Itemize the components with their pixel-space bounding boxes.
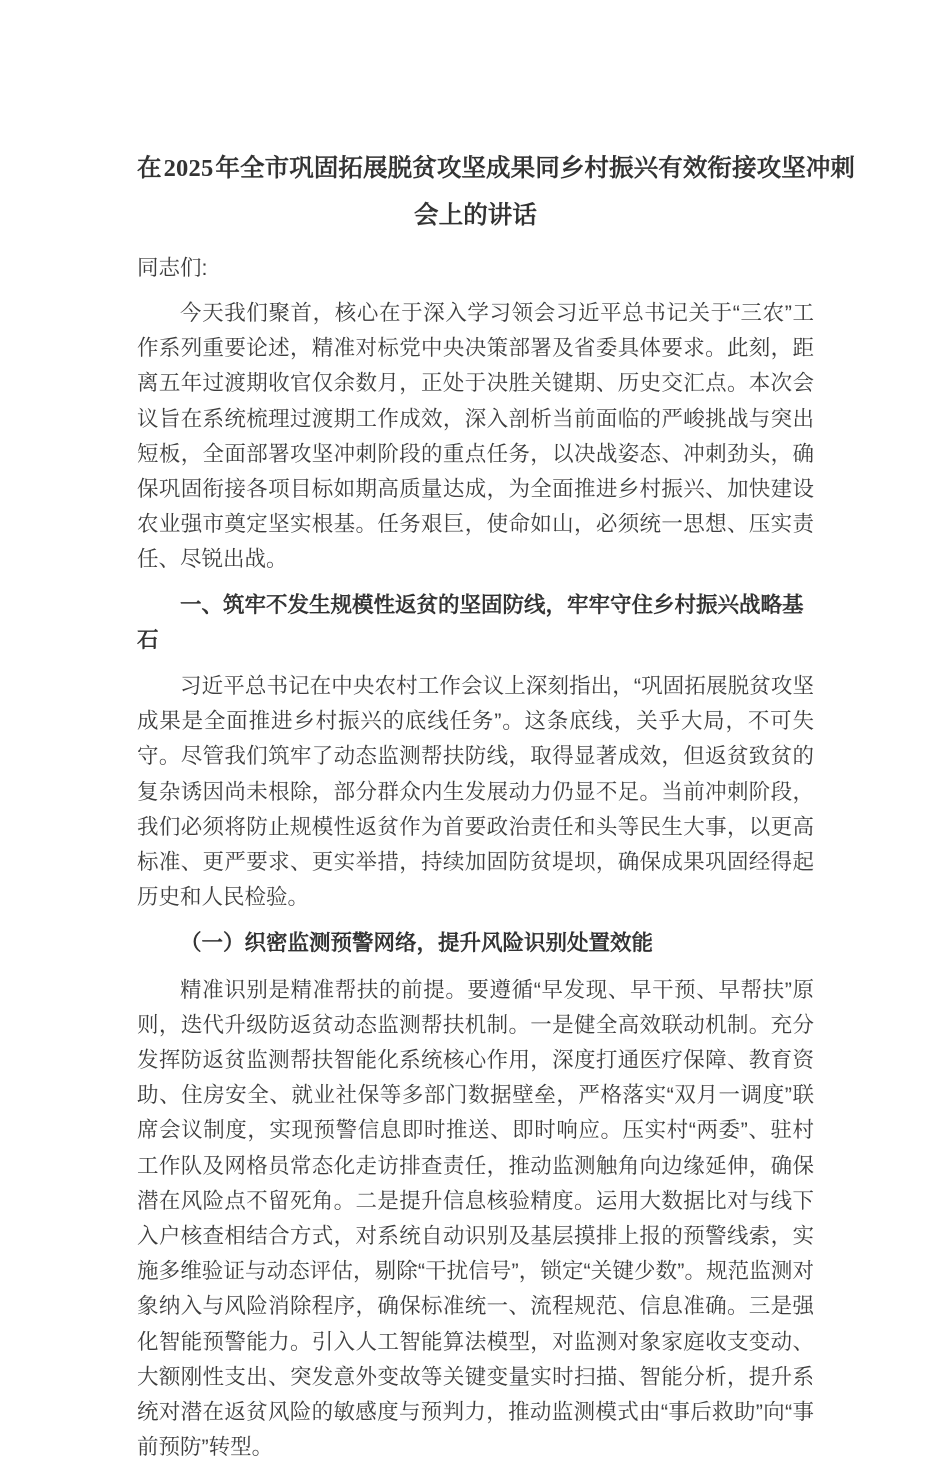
page-title-prefix: 在 <box>137 155 162 182</box>
page-title-suffix: 年全市巩固拓展脱贫攻坚成果同乡村振兴有效衔接攻坚冲刺 <box>215 155 856 182</box>
salutation-spacer <box>137 286 814 296</box>
salutation: 同志们: <box>137 256 208 280</box>
page-title-line-1 <box>137 145 856 192</box>
page-title-year: 2025 <box>163 155 214 182</box>
section-heading-1: 一、筑牢不发生规模性返贫的坚固防线，牢牢守住乡村振兴战略基石 <box>137 592 804 652</box>
page-title-line-2: 会上的讲话 <box>414 202 537 229</box>
document-content-column <box>137 0 856 1466</box>
page-title <box>137 145 856 239</box>
paragraph-intro: 今天我们聚首，核心在于深入学习领会习近平总书记关于“三农”工作系列重要论述，精准对标党中央决策部署及省委具体要求。此刻，距离五年过渡期收官仅余数月，正处于决胜关键期、历史交汇点。本次会议旨在系统梳理过渡期工作成效，深入剖析当前面临的严峻挑战与突出短板，全面部署攻坚冲刺阶段的重点任务，以决战姿态、冲刺劲头，确保巩固衔接各项目标如期高质量达成，为全面推进乡村振兴、加快建设农业强市奠定坚实根基。任务艰巨，使命如山，必须统一思想、压实责任、尽锐出战。 <box>137 301 814 572</box>
subsection-heading-1-1: （一）织密监测预警网络，提升风险识别处置效能 <box>180 931 654 956</box>
paragraph-subsection-1-1-body: 精准识别是精准帮扶的前提。要遵循“早发现、早干预、早帮扶”原则，迭代升级防返贫动态监测帮扶机制。一是健全高效联动机制。充分发挥防返贫监测帮扶智能化系统核心作用，深度打通医疗保障、教育资助、住房安全、就业社保等多部门数据壁垒，严格落实“双月一调度”联席会议制度，实现预警信息即时推送、即时响应。压实村“两委”、驻村工作队及网格员常态化走访排查责任，推动监测触角向边缘延伸，确保潜在风险点不留死角。二是提升信息核验精度。运用大数据比对与线下入户核查相结合方式，对系统自动识别及基层摸排上报的预警线索，实施多维验证与动态评估，剔除“干扰信号”，锁定“关键少数”。规范监测对象纳入与风险消除程序，确保标准统一、流程规范、信息准确。三是强化智能预警能力。引入人工智能算法模型，对监测对象家庭收支变动、大额刚性支出、突发意外变故等关键变量实时扫描、智能分析，提升系统对潜在返贫风险的敏感度与预判力，推动监测模式由“事后救助”向“事前预防”转型。 <box>137 977 814 1460</box>
heading1-bottom-spacer <box>137 658 814 669</box>
top-spacer <box>137 0 814 145</box>
heading2-top-spacer <box>137 915 814 926</box>
title-bottom-spacer <box>137 239 814 251</box>
paragraph-section-1-body: 习近平总书记在中央农村工作会议上深刻指出，“巩固拓展脱贫攻坚成果是全面推进乡村振兴的底线任务”。这条底线，关乎大局，不可失守。尽管我们筑牢了动态监测帮扶防线，取得显著成效，但返贫致贫的复杂诱因尚未根除，部分群众内生发展动力仍显不足。当前冲刺阶段，我们必须将防止规模性返贫作为首要政治责任和头等民生大事，以更高标准、更严要求、更实举措，持续加固防贫堤坝，确保成果巩固经得起历史和人民检验。 <box>137 674 814 910</box>
heading1-top-spacer <box>137 578 814 588</box>
heading2-bottom-spacer <box>137 962 814 973</box>
